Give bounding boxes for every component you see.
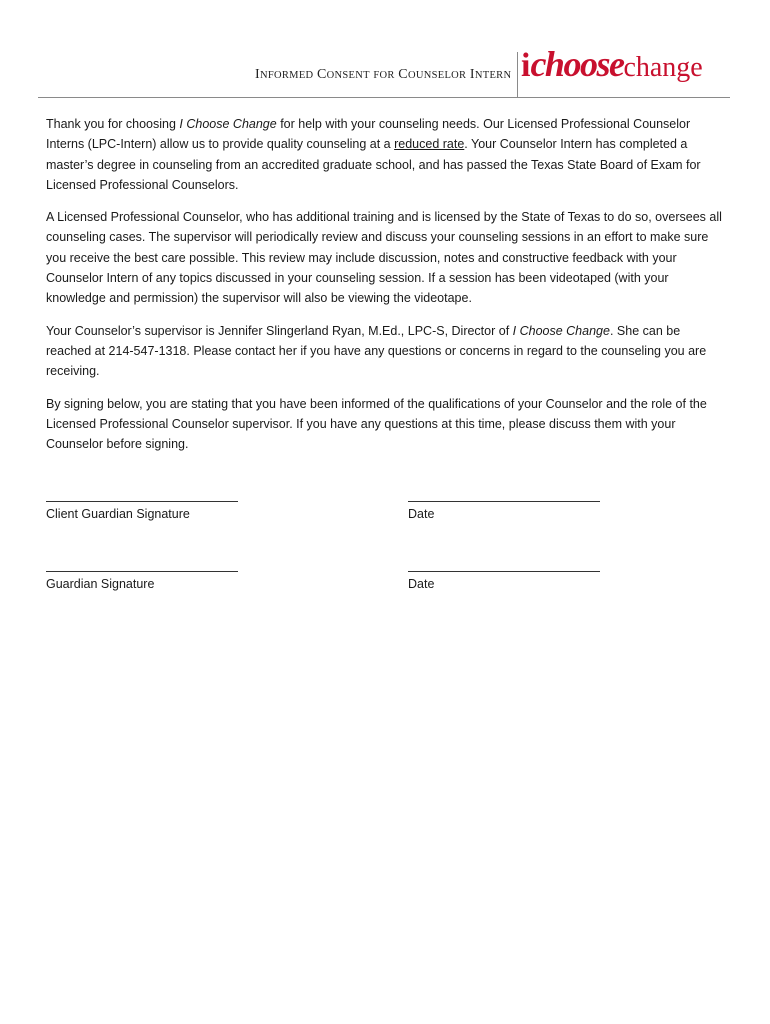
paragraph-signing-statement: By signing below, you are stating that you have been informed of the qualifications of your Counselor and the role of the Licensed Professional Counselor supervisor. If you have any questions at this time, please discuss them with your Counselor before signing. <box>46 396 707 452</box>
paragraph-supervision: A Licensed Professional Counselor, who has additional training and is licensed by the State of Texas to do so, oversees all counseling cases. The supervisor will periodically review and discuss your counseling sessions in an effort to make sure you receive the best care possible. This review may include discussion, notes and constructive feedback with your Counselor Intern of any topics discussed in your counseling session. If a session has been videotaped (with your knowledge and permission) the supervisor will also be viewing the videotape. <box>46 210 722 306</box>
ichoosechange-logo <box>521 46 703 83</box>
paragraph-intro-text-c: for help with your counseling needs. Our Licensed Professional Counselor Interns (LPC-Intern) allow us to provide quality counseling at a <box>46 117 691 152</box>
signature-line[interactable] <box>46 500 238 502</box>
client-guardian-signature-label: Client Guardian Signature <box>46 507 190 521</box>
document-body <box>46 114 726 466</box>
title-cap-2: C <box>316 67 327 82</box>
logo-part-i: i <box>521 47 531 84</box>
guardian-signature-label: Guardian Signature <box>46 577 155 591</box>
document-title <box>255 66 511 83</box>
title-word-4: OUNSELOR <box>407 70 467 81</box>
org-name-italic-2: I Choose Change <box>512 323 610 338</box>
logo-part-change: change <box>623 52 703 83</box>
title-cap-4: C <box>398 67 408 82</box>
date-line[interactable] <box>408 500 600 502</box>
org-name-italic: I Choose Change <box>179 117 277 131</box>
title-cap-5: I <box>469 67 475 82</box>
guardian-signature-block[interactable] <box>46 570 238 591</box>
logo-part-choose: choose <box>530 44 624 84</box>
title-word-5: NTERN <box>474 70 512 81</box>
title-word-1: NFORMED <box>259 70 314 81</box>
paragraph-intro-text-e: . Your Counselor Intern has completed a master’s degree in counseling from an accredited graduate school, and has passed the Texas State Board of Exam for Licensed Professional Counselors. <box>46 137 701 192</box>
date-label-1: Date <box>408 507 435 521</box>
date-label-2: Date <box>408 577 435 591</box>
title-word-2: ONSENT <box>326 70 370 81</box>
date-block-2[interactable] <box>408 570 600 591</box>
paragraph-intro-text-a: Thank you for choosing <box>46 117 180 131</box>
signature-line[interactable] <box>46 570 238 572</box>
paragraph-contact-text-a: Your Counselor’s supervisor is Jennifer Slingerland Ryan, M.Ed., LPC-S, Director of <box>46 323 513 338</box>
logo-divider <box>517 52 518 98</box>
date-line[interactable] <box>408 570 600 572</box>
paragraph-intro <box>46 114 726 195</box>
reduced-rate-underlined: reduced rate <box>394 137 465 152</box>
title-word-3: FOR <box>373 70 395 81</box>
header-rule <box>38 97 730 98</box>
paragraph-supervisor-contact <box>46 321 726 382</box>
paragraph-contact-text-c: . She can be reached at 214-547-1318. Please contact her if you have any questions or concerns in regard to the counseling you are receiving. <box>46 323 707 379</box>
title-cap-1: I <box>255 67 260 82</box>
client-guardian-signature-block[interactable] <box>46 500 238 521</box>
date-block-1[interactable] <box>408 500 600 521</box>
